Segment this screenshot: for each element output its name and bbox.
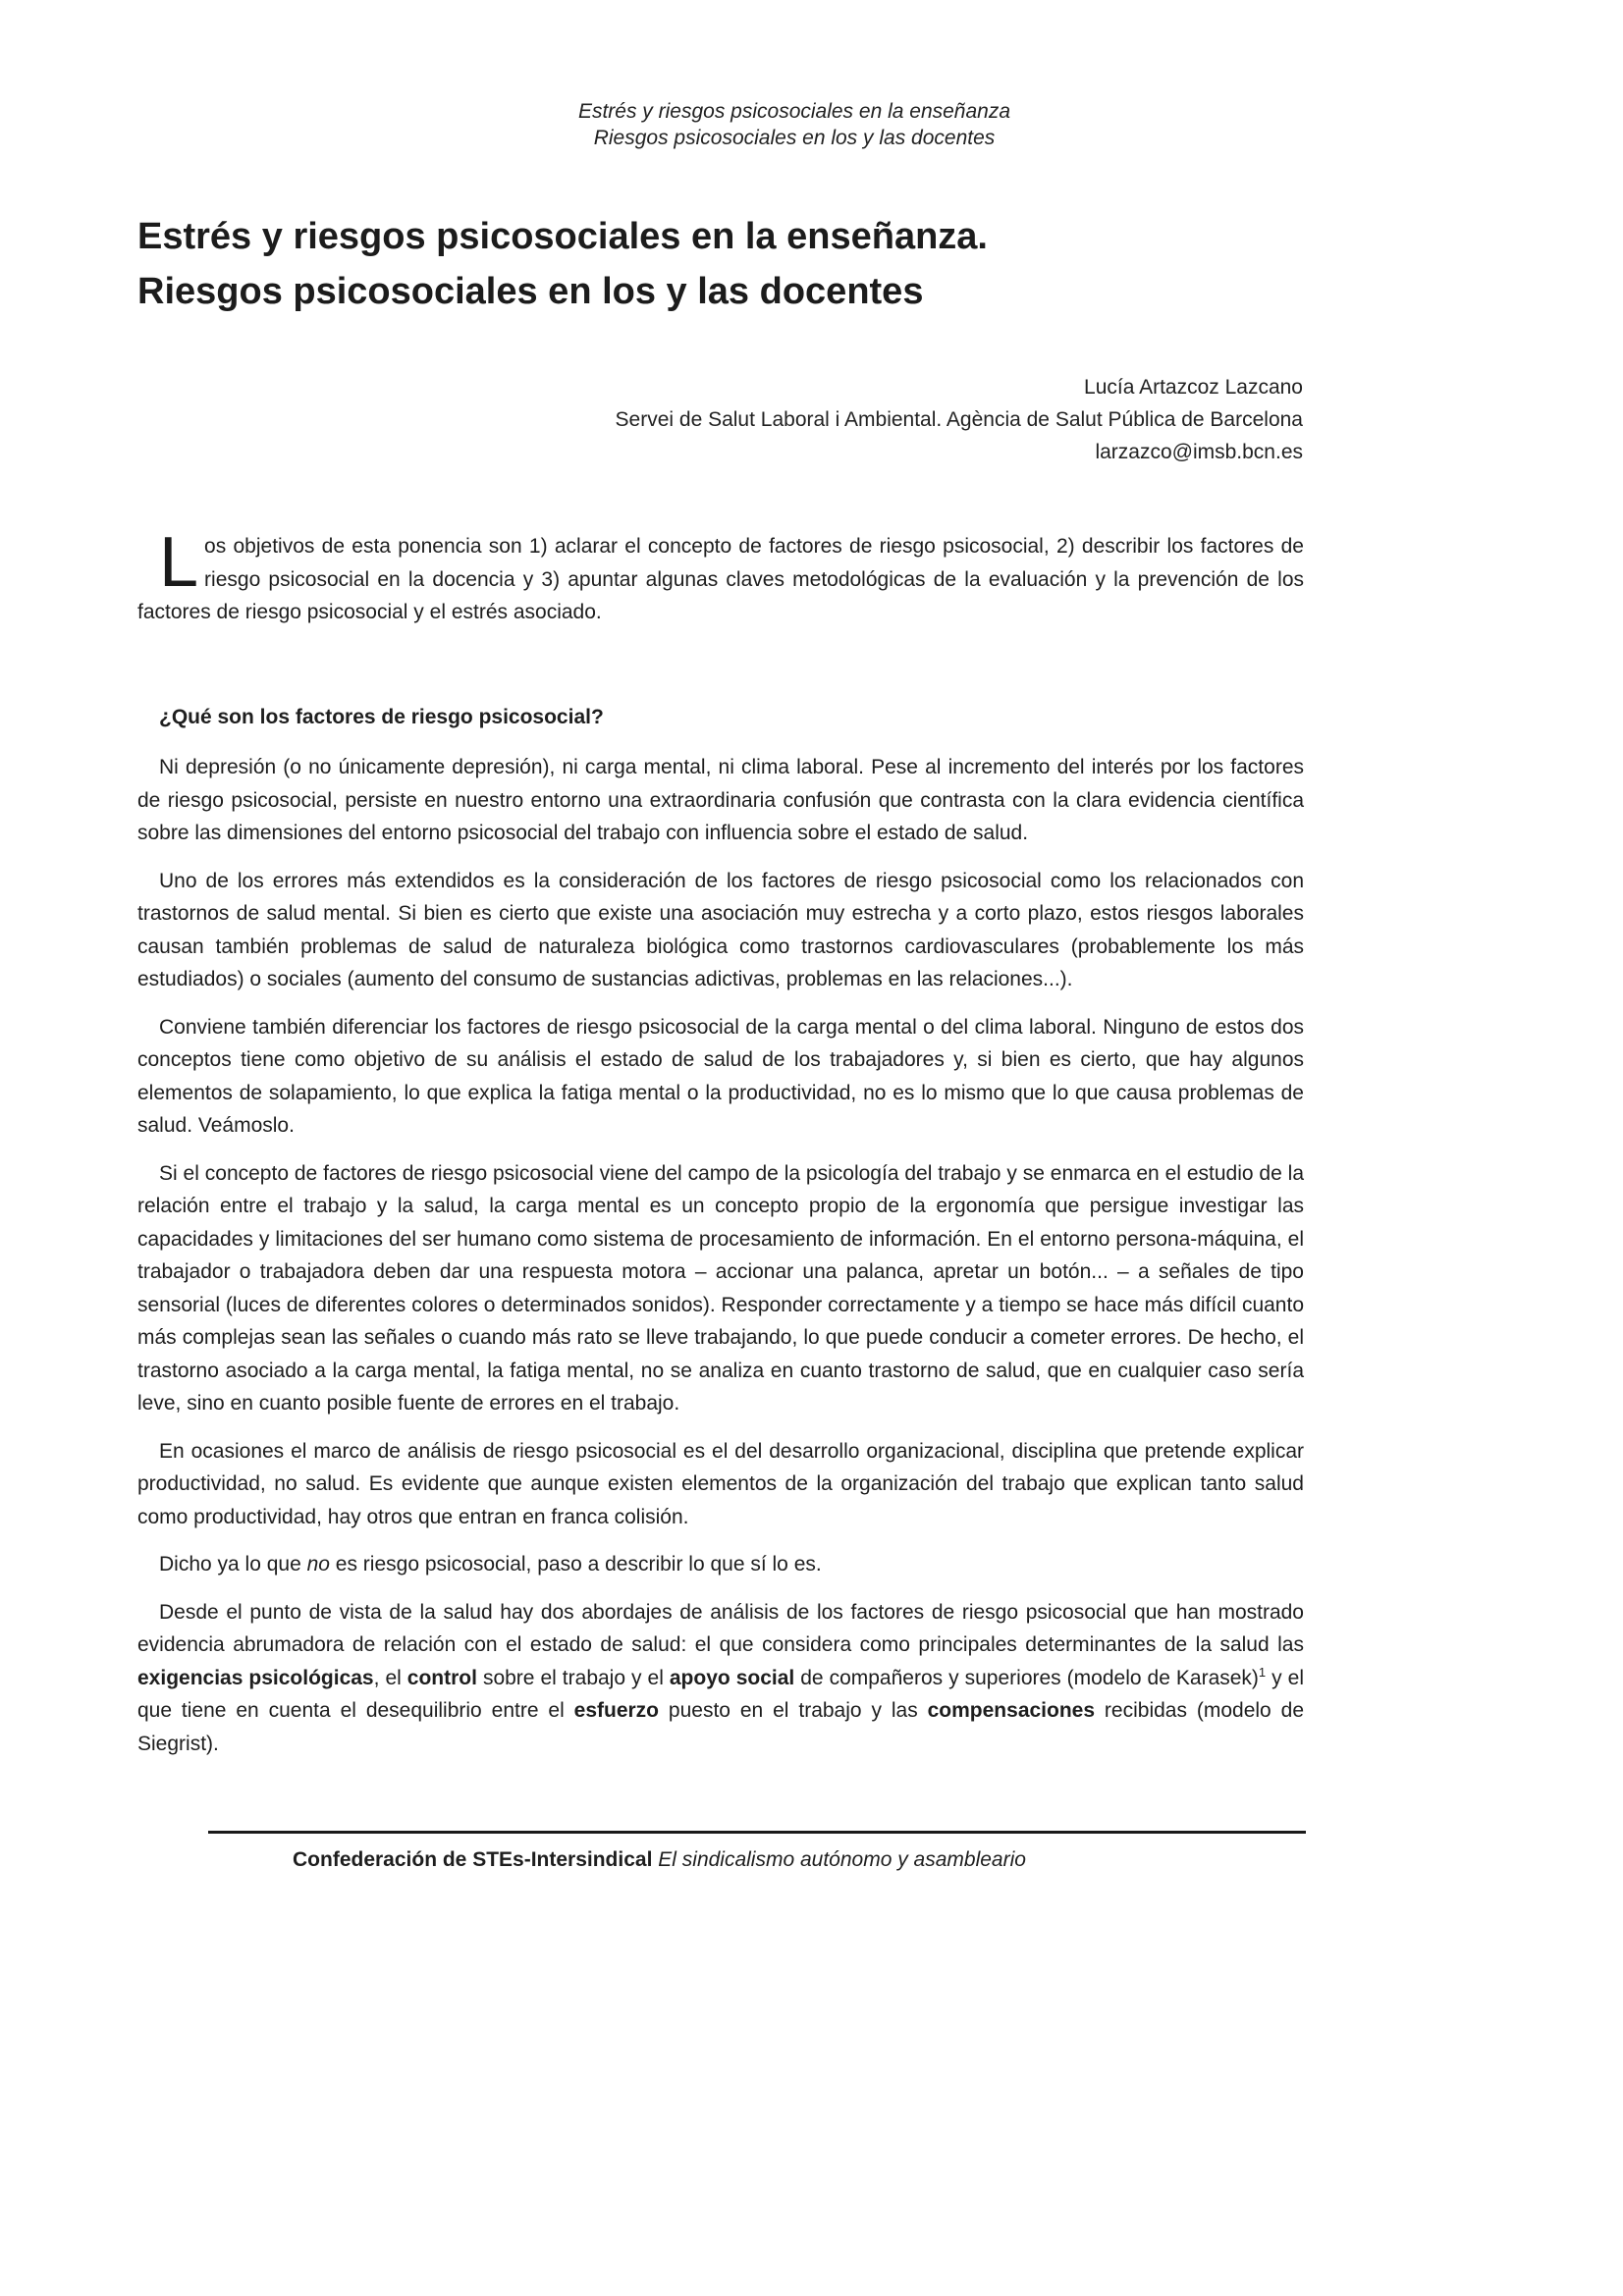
page-title: [137, 209, 1316, 319]
title-line-2: Riesgos psicosociales en los y las docentes: [137, 271, 924, 312]
page-footer: [293, 1845, 1026, 1875]
paragraph-6: Dicho ya lo que no es riesgo psicosocial, paso a describir lo que sí lo es.: [159, 1553, 822, 1575]
author-block: [616, 371, 1303, 468]
paragraph-4: Si el concepto de factores de riesgo psicosocial viene del campo de la psicología del trabajo y se enmarca en el estudio de la relación entre el trabajo y la salud, la carga mental es un concepto propio de la ergonomía que persigue investigar las capacidades y limitaciones del ser humano como sistema de procesamiento de información. En el entorno persona-máquina, el trabajador o trabajadora deben dar una respuesta motora – accionar una palanca, apretar un botón... – a señales de tipo sensorial (luces de diferentes colores o determinados sonidos). Responder correctamente y a tiempo se hace más difícil cuanto más complejas sean las señales o cuando más rato se lleve trabajando, lo que puede conducir a cometer errores. De hecho, el trastorno asociado a la carga mental, la fatiga mental, no se analiza en cuanto trastorno de salud, que en cualquier caso sería leve, sino en cuanto posible fuente de errores en el trabajo.: [137, 1161, 1304, 1415]
running-head-line-2: Riesgos psicosociales en los y las docentes: [593, 127, 996, 149]
title-line-1: Estrés y riesgos psicosociales en la enseñanza.: [137, 216, 988, 257]
term-esfuerzo: esfuerzo: [573, 1699, 660, 1722]
drop-cap: L: [159, 523, 199, 602]
running-head-line-1: Estrés y riesgos psicosociales en la enseñanza: [577, 100, 1011, 123]
paragraph-2: Uno de los errores más extendidos es la consideración de los factores de riesgo psicosocial como los relacionados con trastornos de salud mental. Si bien es cierto que existe una asociación muy estrecha y a corto plazo, estos riesgos laborales causan también problemas de salud de naturaleza biológica como trastornos cardiovasculares (probablemente los más estudiados) o sociales (aumento del consumo de sustancias adictivas, problemas en las relaciones...).: [137, 869, 1304, 990]
intro-text: os objetivos de esta ponencia son 1) aclarar el concepto de factores de riesgo psicosocial, 2) describir los factores de riesgo psicosocial en la docencia y 3) apuntar algunas claves metodológicas de la evaluación y la prevención de los factores de riesgo psicosocial y el estrés asociado.: [137, 535, 1304, 623]
term-control: control: [406, 1666, 477, 1689]
intro-paragraph: [137, 523, 1304, 629]
author-email: larzazco@imsb.bcn.es: [1095, 441, 1303, 463]
paragraph-1: Ni depresión (o no únicamente depresión), ni carga mental, ni clima laboral. Pese al incremento del interés por los factores de riesgo psicosocial, persiste en nuestro entorno una extraordinaria confusión que contrasta con la clara evidencia científica sobre las dimensiones del entorno psicosocial del trabajo con influencia sobre el estado de salud.: [137, 756, 1304, 844]
footer-divider: [208, 1831, 1306, 1834]
author-name: Lucía Artazcoz Lazcano: [1084, 376, 1303, 399]
paragraph-7: Desde el punto de vista de la salud hay dos abordajes de análisis de los factores de riesgo psicosocial que han mostrado evidencia abrumadora de relación con el estado de salud: el que considera como principales determinantes de la salud las exigencias psicológicas, el control sobre el trabajo y el apoyo social de compañeros y superiores (modelo de Karasek)$^1$ y el que tiene en cuenta el desequilibrio entre el esfuerzo puesto en el trabajo y las compensaciones recibidas (modelo de Siegrist).: [137, 1600, 1304, 1755]
running-head: [0, 98, 1623, 151]
paragraph-5: En ocasiones el marco de análisis de riesgo psicosocial es el del desarrollo organizacional, disciplina que pretende explicar productividad, no salud. Es evidente que aunque existen elementos de la organización del trabajo que explican tanto salud como productividad, hay otros que entran en franca colisión.: [137, 1439, 1304, 1528]
footnote-ref[interactable]: 1: [1258, 1664, 1267, 1680]
footer-org: Confederación de STEs-Intersindical: [293, 1848, 653, 1871]
paragraph-3: Conviene también diferenciar los factores de riesgo psicosocial de la carga mental o del clima laboral. Ninguno de estos dos conceptos tiene como objetivo de su análisis el estado de salud de los trabajadores y, si bien es cierto, que hay algunos elementos de solapamiento, lo que explica la fatiga mental o la productividad, no es lo mismo que lo que causa problemas de salud. Veámoslo.: [137, 1015, 1304, 1137]
term-exigencias: exigencias psicológicas: [137, 1666, 374, 1689]
footer-slogan: El sindicalismo autónomo y asambleario: [658, 1848, 1026, 1871]
author-affiliation: Servei de Salut Laboral i Ambiental. Agència de Salut Pública de Barcelona: [615, 408, 1303, 431]
section-heading: ¿Qué son los factores de riesgo psicosocial?: [159, 705, 604, 728]
article-body: [137, 523, 1304, 1775]
term-apoyo-social: apoyo social: [669, 1666, 795, 1689]
term-compensaciones: compensaciones: [927, 1699, 1096, 1722]
emphasis-no: no: [306, 1553, 330, 1575]
